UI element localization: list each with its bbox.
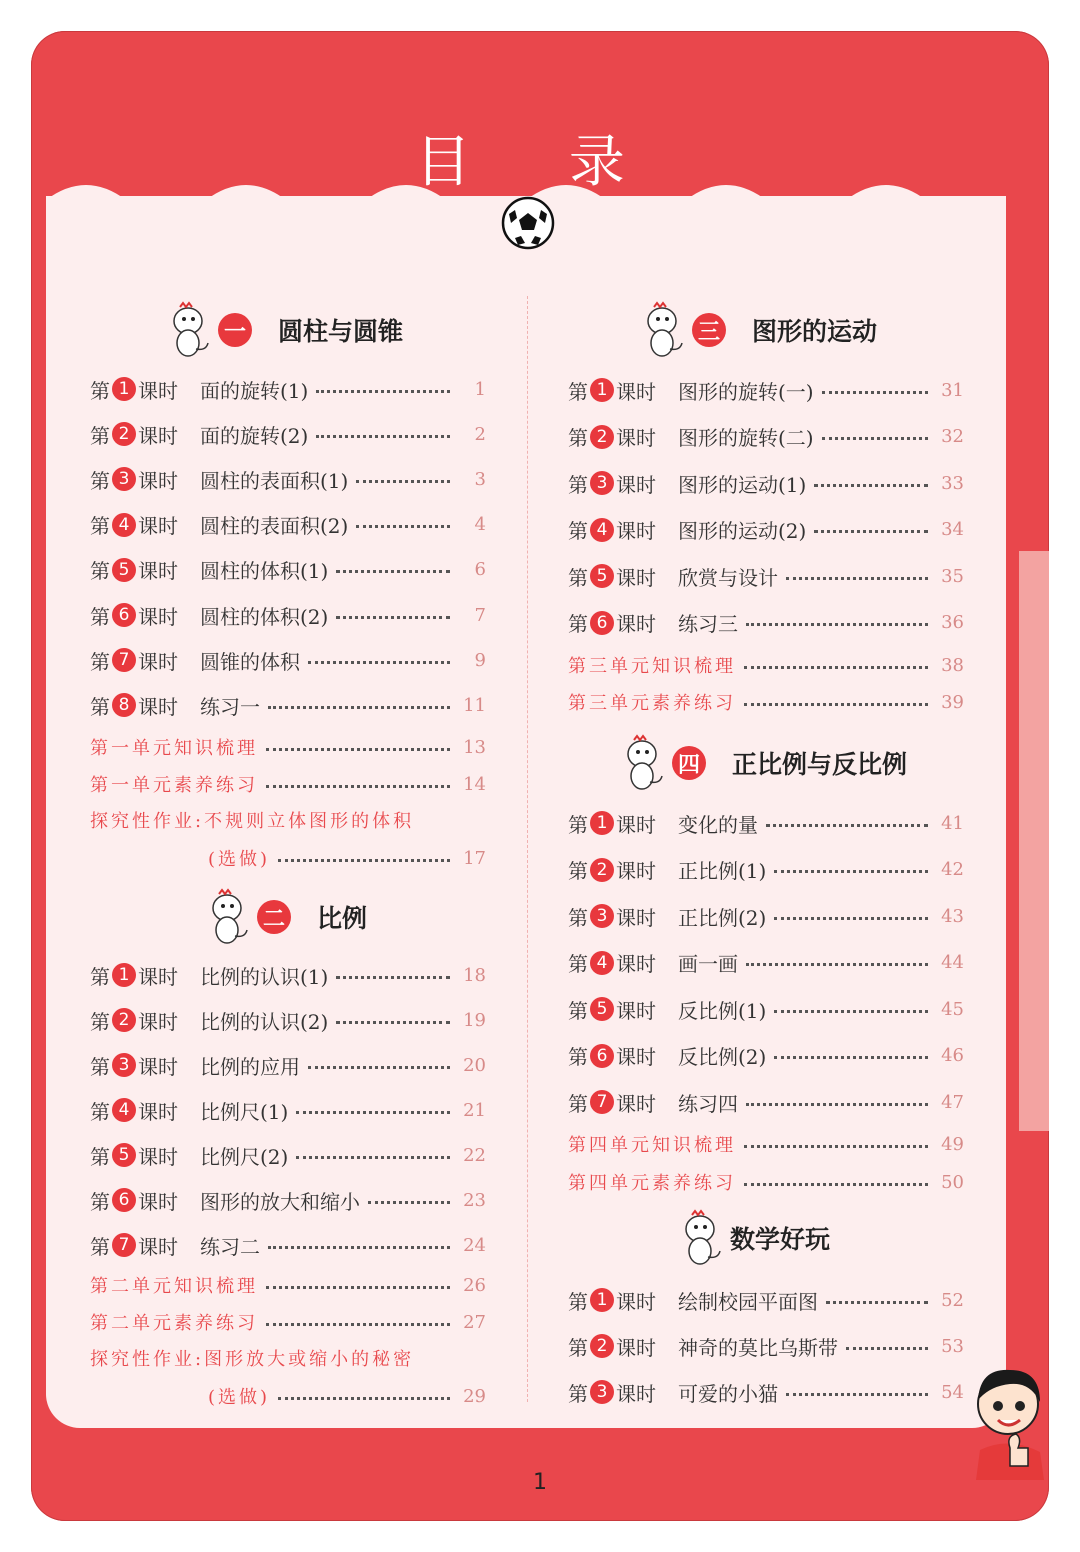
lesson-row[interactable] xyxy=(568,608,964,638)
page-ref: 26 xyxy=(463,1274,486,1296)
lesson-prefix: 第 xyxy=(90,1009,110,1034)
lesson-name: 画一画 xyxy=(678,952,738,976)
review-title: 第四单元素养练习 xyxy=(568,1173,736,1194)
lesson-name: 面的旋转(2) xyxy=(200,423,309,448)
lesson-row[interactable] xyxy=(90,1140,486,1170)
lesson-suffix: 课时 xyxy=(138,1054,178,1079)
lesson-name: 图形的放大和缩小 xyxy=(200,1189,360,1214)
review-row[interactable] xyxy=(90,769,486,799)
lesson-suffix: 课时 xyxy=(138,649,178,674)
page-ref: 6 xyxy=(474,559,486,581)
lesson-number-badge: 7 xyxy=(112,648,136,672)
lesson-suffix: 课时 xyxy=(138,468,178,493)
lesson-number-badge: 2 xyxy=(112,1008,136,1032)
page-ref: 46 xyxy=(941,1045,964,1066)
page-ref: 7 xyxy=(474,604,486,626)
page-ref: 41 xyxy=(941,812,964,834)
dot-leader xyxy=(268,1246,450,1249)
lesson-row[interactable] xyxy=(90,464,486,494)
dot-leader xyxy=(266,785,450,788)
lesson-row[interactable] xyxy=(90,1185,486,1215)
dot-leader xyxy=(296,1156,450,1159)
lesson-prefix: 第 xyxy=(90,378,110,403)
page-ref: 52 xyxy=(941,1289,964,1311)
lesson-prefix: 第 xyxy=(568,1045,588,1069)
lesson-row[interactable] xyxy=(568,901,964,931)
lesson-name: 图形的旋转(二) xyxy=(678,426,814,450)
lesson-number-badge: 4 xyxy=(112,1098,136,1122)
lesson-row[interactable] xyxy=(568,468,964,498)
lesson-row[interactable] xyxy=(568,1041,964,1071)
explore-optional: (选做) xyxy=(208,849,271,870)
review-title: 第二单元知识梳理 xyxy=(90,1276,258,1297)
unit-title: 比例 xyxy=(317,904,368,933)
lesson-number-badge: 2 xyxy=(590,425,614,449)
dot-leader xyxy=(308,1066,450,1069)
page-ref: 44 xyxy=(941,952,964,973)
page-ref: 49 xyxy=(941,1133,964,1155)
lesson-name: 圆柱的体积(1) xyxy=(200,559,329,584)
lesson-number-badge: 5 xyxy=(590,564,614,588)
lesson-prefix: 第 xyxy=(568,472,588,497)
lesson-number-badge: 6 xyxy=(112,603,136,627)
lesson-number-badge: 3 xyxy=(112,1053,136,1077)
review-title: 第三单元知识梳理 xyxy=(568,656,736,677)
lesson-suffix: 课时 xyxy=(138,1189,178,1214)
lesson-prefix: 第 xyxy=(568,612,588,636)
lesson-prefix: 第 xyxy=(90,1144,110,1169)
page-ref: 11 xyxy=(463,694,486,716)
lesson-row[interactable] xyxy=(90,600,486,630)
page-ref: 47 xyxy=(941,1091,964,1113)
unit-title: 正比例与反比例 xyxy=(732,750,908,779)
page-ref: 33 xyxy=(941,472,964,494)
explore-row-cont[interactable] xyxy=(90,843,486,873)
lesson-row[interactable] xyxy=(90,1095,486,1125)
lesson-row[interactable] xyxy=(568,808,964,838)
dot-leader xyxy=(266,1286,450,1289)
lesson-row[interactable] xyxy=(568,375,964,405)
lesson-name: 反比例(2) xyxy=(678,1045,767,1069)
unit-number-badge: 三 xyxy=(692,313,726,347)
dinosaur-mascot-icon xyxy=(205,888,251,946)
lesson-suffix: 课时 xyxy=(138,514,178,539)
unit-title: 圆柱与圆锥 xyxy=(278,317,404,346)
page-ref: 19 xyxy=(463,1009,486,1031)
page-ref: 18 xyxy=(463,964,486,986)
lesson-name: 比例尺(1) xyxy=(200,1099,289,1124)
lesson-name: 图形的运动(1) xyxy=(678,472,807,497)
dot-leader xyxy=(336,976,450,979)
lesson-prefix: 第 xyxy=(568,565,588,590)
lesson-number-badge: 5 xyxy=(112,558,136,582)
review-row[interactable] xyxy=(90,1270,486,1300)
lesson-number-badge: 2 xyxy=(590,1334,614,1358)
dinosaur-mascot-icon xyxy=(640,301,686,359)
lesson-name: 圆锥的体积 xyxy=(200,649,300,674)
page-ref: 24 xyxy=(463,1234,486,1256)
lesson-number-badge: 2 xyxy=(112,422,136,446)
dot-leader xyxy=(356,480,450,483)
page-ref: 13 xyxy=(463,736,486,758)
lesson-number-badge: 6 xyxy=(112,1188,136,1212)
dot-leader xyxy=(746,1103,928,1106)
page-ref: 1 xyxy=(474,378,486,400)
lesson-prefix: 第 xyxy=(90,514,110,539)
lesson-name: 可爱的小猫 xyxy=(678,1381,778,1406)
dot-leader xyxy=(826,1301,928,1304)
dot-leader xyxy=(744,666,928,669)
unit-heading xyxy=(620,738,907,788)
lesson-name: 练习三 xyxy=(678,612,738,636)
review-title: 第一单元知识梳理 xyxy=(90,738,258,759)
lesson-suffix: 课时 xyxy=(616,1045,656,1069)
page-number: 1 xyxy=(533,1470,547,1495)
lesson-suffix: 课时 xyxy=(138,1099,178,1124)
lesson-suffix: 课时 xyxy=(616,998,656,1023)
dot-leader xyxy=(296,1111,450,1114)
page-ref: 36 xyxy=(941,612,964,633)
dot-leader xyxy=(822,437,928,440)
page-ref: 20 xyxy=(463,1054,486,1076)
unit-number-badge: 一 xyxy=(218,313,252,347)
dot-leader xyxy=(766,824,928,827)
lesson-prefix: 第 xyxy=(568,1335,588,1360)
lesson-number-badge: 7 xyxy=(112,1233,136,1257)
lesson-name: 变化的量 xyxy=(678,812,758,837)
column-divider xyxy=(527,296,528,1402)
page-ref: 42 xyxy=(941,859,964,880)
page-ref: 2 xyxy=(474,423,486,445)
lesson-prefix: 第 xyxy=(90,1054,110,1079)
lesson-suffix: 课时 xyxy=(616,612,656,636)
lesson-name: 练习二 xyxy=(200,1234,260,1259)
lesson-suffix: 课时 xyxy=(616,812,656,837)
dot-leader xyxy=(814,484,928,487)
lesson-prefix: 第 xyxy=(568,1381,588,1406)
page-ref: 21 xyxy=(463,1099,486,1121)
lesson-prefix: 第 xyxy=(568,859,588,883)
page-ref: 54 xyxy=(941,1381,964,1403)
lesson-suffix: 课时 xyxy=(616,1091,656,1116)
dot-leader xyxy=(774,870,928,873)
review-row[interactable] xyxy=(90,1307,486,1337)
explore-row-cont[interactable] xyxy=(90,1381,486,1411)
lesson-number-badge: 3 xyxy=(590,471,614,495)
unit-heading xyxy=(205,892,367,942)
lesson-name: 正比例(2) xyxy=(678,905,767,930)
unit-heading xyxy=(678,1213,830,1263)
review-title: 第四单元知识梳理 xyxy=(568,1135,736,1156)
page-ref: 29 xyxy=(463,1385,486,1407)
lesson-prefix: 第 xyxy=(90,559,110,584)
page-ref: 27 xyxy=(463,1311,486,1333)
lesson-suffix: 课时 xyxy=(616,905,656,930)
lesson-number-badge: 3 xyxy=(112,467,136,491)
review-row[interactable] xyxy=(568,1167,964,1197)
lesson-number-badge: 4 xyxy=(590,518,614,542)
lesson-name: 比例的认识(2) xyxy=(200,1009,329,1034)
lesson-row[interactable] xyxy=(90,1005,486,1035)
lesson-name: 练习四 xyxy=(678,1091,738,1116)
lesson-suffix: 课时 xyxy=(138,604,178,629)
dot-leader xyxy=(744,1183,928,1186)
unit-number-badge: 二 xyxy=(257,900,291,934)
lesson-number-badge: 6 xyxy=(590,611,614,635)
dot-leader xyxy=(336,570,450,573)
dinosaur-mascot-icon xyxy=(678,1209,724,1267)
page-ref: 23 xyxy=(463,1189,486,1211)
lesson-number-badge: 5 xyxy=(590,997,614,1021)
lesson-suffix: 课时 xyxy=(616,379,656,404)
dot-leader xyxy=(336,616,450,619)
unit-title: 图形的运动 xyxy=(752,317,878,346)
lesson-suffix: 课时 xyxy=(138,1144,178,1169)
review-title: 第三单元素养练习 xyxy=(568,693,736,714)
lesson-prefix: 第 xyxy=(568,905,588,930)
dot-leader xyxy=(746,623,928,626)
review-row[interactable] xyxy=(568,650,964,680)
lesson-name: 面的旋转(1) xyxy=(200,378,309,403)
page-ref: 17 xyxy=(463,847,486,869)
lesson-prefix: 第 xyxy=(90,468,110,493)
lesson-suffix: 课时 xyxy=(138,694,178,719)
page-ref: 4 xyxy=(474,514,486,536)
dot-leader xyxy=(822,391,928,394)
page-ref: 9 xyxy=(474,649,486,671)
soccer-ball-icon xyxy=(501,196,555,250)
lesson-row[interactable] xyxy=(568,1331,964,1361)
lesson-suffix: 课时 xyxy=(138,423,178,448)
explore-row[interactable] xyxy=(90,1343,486,1373)
lesson-number-badge: 2 xyxy=(590,858,614,882)
lesson-number-badge: 5 xyxy=(112,1143,136,1167)
lesson-row[interactable] xyxy=(90,419,486,449)
dot-leader xyxy=(744,703,928,706)
lesson-name: 圆柱的体积(2) xyxy=(200,604,329,629)
lesson-suffix: 课时 xyxy=(616,859,656,883)
page-ref: 31 xyxy=(941,379,964,401)
lesson-number-badge: 6 xyxy=(590,1044,614,1068)
lesson-suffix: 课时 xyxy=(138,378,178,403)
lesson-prefix: 第 xyxy=(568,1289,588,1314)
lesson-prefix: 第 xyxy=(568,379,588,404)
unit-heading xyxy=(640,305,877,355)
lesson-prefix: 第 xyxy=(90,964,110,989)
dot-leader xyxy=(774,1056,928,1059)
lesson-row[interactable] xyxy=(90,374,486,404)
page-ref: 50 xyxy=(941,1171,964,1193)
lesson-suffix: 课时 xyxy=(138,559,178,584)
lesson-suffix: 课时 xyxy=(138,1234,178,1259)
lesson-row[interactable] xyxy=(90,1050,486,1080)
lesson-suffix: 课时 xyxy=(616,1381,656,1406)
page-ref: 39 xyxy=(941,691,964,713)
lesson-number-badge: 1 xyxy=(590,378,614,402)
unit-title: 数学好玩 xyxy=(730,1225,831,1254)
page-ref: 35 xyxy=(941,565,964,587)
lesson-name: 欣赏与设计 xyxy=(678,565,778,590)
review-row[interactable] xyxy=(568,687,964,717)
lesson-row[interactable] xyxy=(568,994,964,1024)
page-ref: 32 xyxy=(941,426,964,447)
lesson-suffix: 课时 xyxy=(138,964,178,989)
lesson-prefix: 第 xyxy=(90,1234,110,1259)
lesson-row[interactable] xyxy=(568,1087,964,1117)
lesson-name: 圆柱的表面积(1) xyxy=(200,468,349,493)
lesson-row[interactable] xyxy=(90,645,486,675)
lesson-prefix: 第 xyxy=(90,1189,110,1214)
dot-leader xyxy=(846,1347,928,1350)
lesson-number-badge: 4 xyxy=(590,951,614,975)
lesson-prefix: 第 xyxy=(90,694,110,719)
lesson-suffix: 课时 xyxy=(616,472,656,497)
dot-leader xyxy=(368,1201,450,1204)
lesson-number-badge: 3 xyxy=(590,904,614,928)
lesson-name: 圆柱的表面积(2) xyxy=(200,514,349,539)
lesson-prefix: 第 xyxy=(90,1099,110,1124)
lesson-suffix: 课时 xyxy=(616,426,656,450)
lesson-name: 图形的旋转(一) xyxy=(678,379,814,404)
lesson-prefix: 第 xyxy=(568,1091,588,1116)
lesson-name: 比例的认识(1) xyxy=(200,964,329,989)
dot-leader xyxy=(266,748,450,751)
lesson-prefix: 第 xyxy=(90,604,110,629)
dot-leader xyxy=(278,1397,450,1400)
explore-row[interactable] xyxy=(90,805,486,835)
page-ref: 3 xyxy=(474,468,486,490)
lesson-suffix: 课时 xyxy=(616,1335,656,1360)
lesson-row[interactable] xyxy=(568,855,964,885)
dot-leader xyxy=(786,1393,928,1396)
unit-heading xyxy=(166,305,403,355)
dot-leader xyxy=(336,1021,450,1024)
lesson-prefix: 第 xyxy=(568,519,588,543)
lesson-row[interactable] xyxy=(568,561,964,591)
lesson-prefix: 第 xyxy=(568,812,588,837)
dot-leader xyxy=(814,530,928,533)
dot-leader xyxy=(266,1323,450,1326)
lesson-suffix: 课时 xyxy=(616,519,656,543)
dot-leader xyxy=(786,577,928,580)
lesson-number-badge: 1 xyxy=(112,377,136,401)
dot-leader xyxy=(278,859,450,862)
boy-thumbs-up-illustration xyxy=(960,1360,1050,1480)
page-ref: 38 xyxy=(941,654,964,676)
dot-leader xyxy=(774,917,928,920)
dinosaur-mascot-icon xyxy=(166,301,212,359)
lesson-name: 练习一 xyxy=(200,694,260,719)
lesson-prefix: 第 xyxy=(90,649,110,674)
lesson-name: 比例的应用 xyxy=(200,1054,300,1079)
lesson-row[interactable] xyxy=(568,1285,964,1315)
lesson-suffix: 课时 xyxy=(138,1009,178,1034)
unit-number-badge: 四 xyxy=(672,746,706,780)
lesson-row[interactable] xyxy=(90,1230,486,1260)
explore-title: 探究性作业:图形放大或缩小的秘密 xyxy=(90,1349,415,1370)
explore-title: 探究性作业:不规则立体图形的体积 xyxy=(90,811,415,832)
dinosaur-mascot-icon xyxy=(620,734,666,792)
lesson-name: 神奇的莫比乌斯带 xyxy=(678,1335,838,1360)
dot-leader xyxy=(316,390,450,393)
lesson-prefix: 第 xyxy=(568,426,588,450)
review-row[interactable] xyxy=(568,1129,964,1159)
lesson-number-badge: 3 xyxy=(590,1380,614,1404)
lesson-suffix: 课时 xyxy=(616,952,656,976)
lesson-row[interactable] xyxy=(568,515,964,545)
page-title: 目 录 xyxy=(415,130,665,195)
page-ref: 34 xyxy=(941,519,964,540)
lesson-name: 图形的运动(2) xyxy=(678,519,807,543)
dot-leader xyxy=(744,1145,928,1148)
lesson-name: 正比例(1) xyxy=(678,859,767,883)
review-title: 第一单元素养练习 xyxy=(90,775,258,796)
lesson-name: 比例尺(2) xyxy=(200,1144,289,1169)
lesson-number-badge: 8 xyxy=(112,693,136,717)
dot-leader xyxy=(308,661,450,664)
lesson-prefix: 第 xyxy=(568,998,588,1023)
lesson-row[interactable] xyxy=(90,510,486,540)
lesson-prefix: 第 xyxy=(90,423,110,448)
page-ref: 53 xyxy=(941,1335,964,1357)
lesson-row[interactable] xyxy=(90,960,486,990)
lesson-number-badge: 1 xyxy=(112,963,136,987)
page-ref: 43 xyxy=(941,905,964,927)
review-title: 第二单元素养练习 xyxy=(90,1313,258,1334)
lesson-row[interactable] xyxy=(90,690,486,720)
lesson-number-badge: 4 xyxy=(112,513,136,537)
lesson-row[interactable] xyxy=(568,948,964,978)
lesson-name: 反比例(1) xyxy=(678,998,767,1023)
explore-optional: (选做) xyxy=(208,1387,271,1408)
lesson-row[interactable] xyxy=(568,1377,964,1407)
review-row[interactable] xyxy=(90,732,486,762)
lesson-number-badge: 1 xyxy=(590,1288,614,1312)
lesson-suffix: 课时 xyxy=(616,565,656,590)
dot-leader xyxy=(316,435,450,438)
lesson-row[interactable] xyxy=(90,555,486,585)
dot-leader xyxy=(356,525,450,528)
dot-leader xyxy=(746,963,928,966)
dot-leader xyxy=(268,706,450,709)
page-ref: 22 xyxy=(463,1144,486,1166)
lesson-prefix: 第 xyxy=(568,952,588,976)
lesson-number-badge: 1 xyxy=(590,811,614,835)
lesson-name: 绘制校园平面图 xyxy=(678,1289,818,1314)
page-ref: 14 xyxy=(463,773,486,795)
page-ref: 45 xyxy=(941,998,964,1020)
lesson-number-badge: 7 xyxy=(590,1090,614,1114)
lesson-row[interactable] xyxy=(568,422,964,452)
dot-leader xyxy=(774,1010,928,1013)
lesson-suffix: 课时 xyxy=(616,1289,656,1314)
